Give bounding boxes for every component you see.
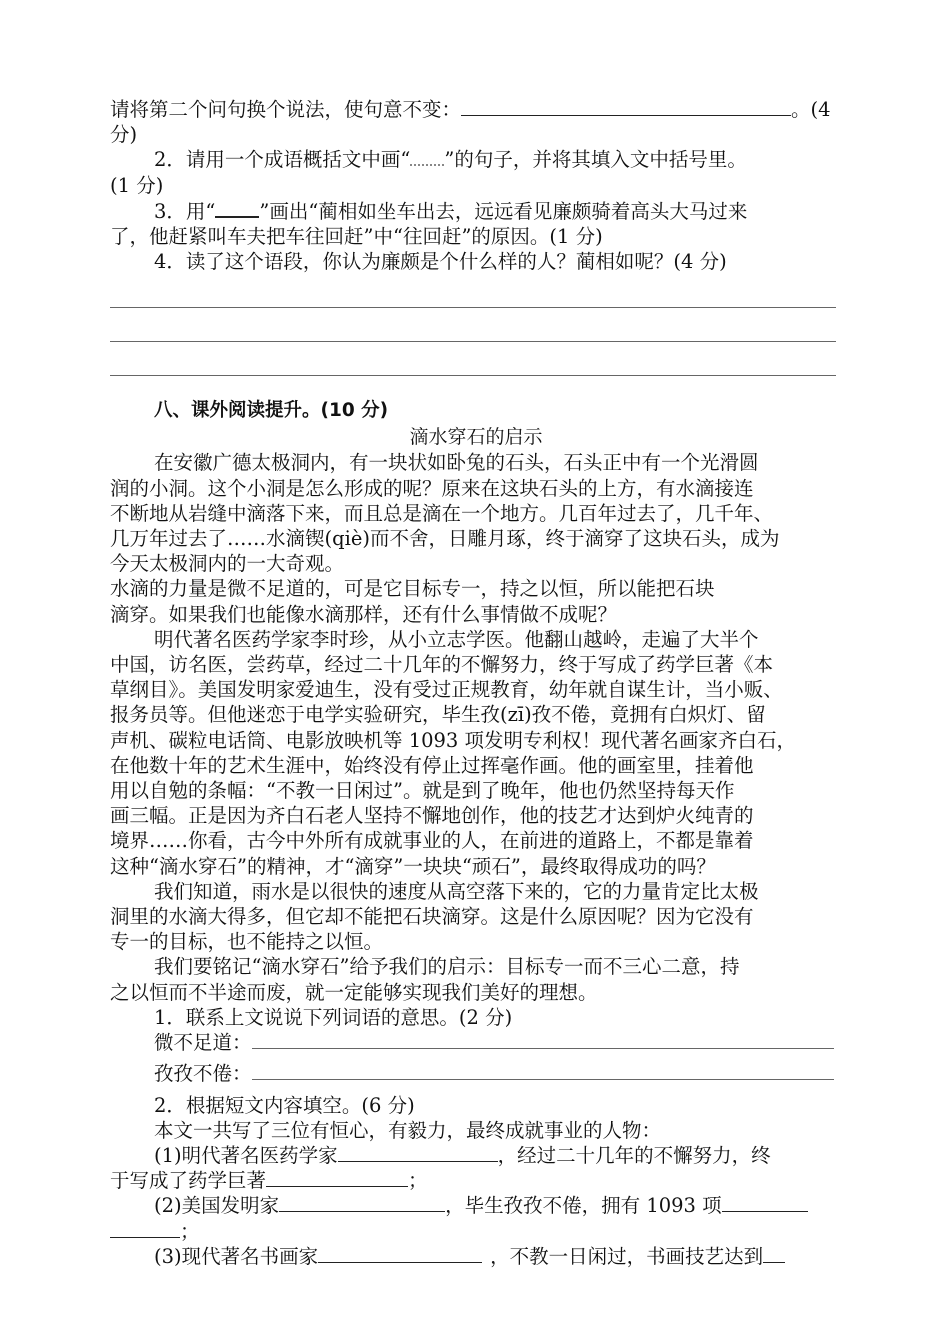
fill-blank[interactable] bbox=[279, 1193, 445, 1212]
fill-blank[interactable] bbox=[318, 1244, 482, 1263]
paragraph-line: 明代著名医药学家李时珍，从小立志学医。他翻山越岭，走遍了大半个 bbox=[154, 627, 759, 651]
term-label: 微不足道： bbox=[154, 1031, 252, 1055]
paragraph-line: 不断地从岩缝中滴落下来，而且总是滴在一个地方。几百年过去了，几千年、 bbox=[110, 501, 774, 525]
paragraph-line: 报务员等。但他迷恋于电学实验研究，毕生孜(zī)孜不倦，竟拥有白炽灯、留 bbox=[110, 703, 766, 727]
question-2 bbox=[110, 147, 842, 172]
question-text: 4．读了这个语段，你认为廉颇是个什么样的人？蔺相如呢？(4 分) bbox=[154, 250, 727, 274]
fill-blank[interactable] bbox=[266, 1168, 408, 1187]
question-text: ”画出“蔺相如坐车出去，远远看见廉颇骑着高头大马过来 bbox=[259, 199, 748, 223]
paragraph-line: 草纲目》。美国发明家爱迪生，没有受过正规教育，幼年就自谋生计，当小贩、 bbox=[110, 678, 783, 702]
paragraph-line: 今天太极洞内的一大奇观。 bbox=[110, 552, 345, 576]
paragraph-4 bbox=[110, 879, 842, 955]
underline-mark bbox=[215, 198, 259, 218]
paragraph-line: 声机、碳粒电话筒、电影放映机等 1093 项发明专利权！现代著名画家齐白石， bbox=[110, 728, 797, 752]
question-1-score bbox=[110, 122, 842, 147]
fill-text: ，经过二十几年的不懈努力，终 bbox=[497, 1143, 771, 1167]
paragraph-line: 水滴的力量是微不足道的，可是它目标专一，持之以恒，所以能把石块 bbox=[110, 577, 715, 601]
fill-item-3 bbox=[110, 1244, 842, 1269]
answer-line-3[interactable] bbox=[110, 342, 836, 376]
document-page bbox=[110, 97, 842, 1269]
paragraph-line: 我们要铭记“滴水穿石”给予我们的启示：目标专一而不三心二意，持 bbox=[154, 955, 740, 979]
question-text: 2．请用一个成语概括文中画“ bbox=[154, 148, 411, 172]
answer-blank[interactable] bbox=[461, 97, 791, 116]
answer-line-2[interactable] bbox=[110, 308, 836, 342]
article-title: 滴水穿石的启示 bbox=[409, 426, 543, 449]
reading-question-2: 2．根据短文内容填空。(6 分) bbox=[154, 1093, 415, 1117]
paragraph-line: 滴穿。如果我们也能像水滴那样，还有什么事情做不成呢？ bbox=[110, 602, 618, 626]
fill-blank[interactable] bbox=[763, 1244, 785, 1263]
term-label: 孜孜不倦： bbox=[154, 1062, 252, 1086]
wavy-underline-mark bbox=[410, 150, 444, 166]
fill-text: ，毕生孜孜不倦，拥有 1093 项 bbox=[445, 1194, 722, 1218]
paragraph-line: 用以自勉的条幅：“不教一日闲过”。就是到了晚年，他也仍然坚持每天作 bbox=[110, 779, 735, 803]
question-text: 了，他赶紧叫车夫把车往回赶”中“往回赶”的原因。(1 分) bbox=[110, 225, 603, 249]
question-text: 3．用“ bbox=[154, 199, 216, 223]
fill-text: 于写成了药学巨著 bbox=[110, 1169, 267, 1193]
fill-blank[interactable] bbox=[338, 1143, 498, 1162]
question-4 bbox=[110, 249, 842, 274]
paragraph-line: 几万年过去了……水滴锲(qiè)而不舍，日雕月琢，终于滴穿了这块石头，成为 bbox=[110, 527, 780, 551]
paragraph-line: 在他数十年的艺术生涯中，始终没有停止过挥毫作画。他的画室里，挂着他 bbox=[110, 753, 754, 777]
fill-blank[interactable] bbox=[110, 1219, 180, 1238]
question-3-continued bbox=[110, 224, 842, 249]
paragraph-line: 洞里的水滴大得多，但它却不能把石块滴穿。这是什么原因呢？因为它没有 bbox=[110, 905, 754, 929]
answer-line-1[interactable] bbox=[110, 274, 836, 308]
question-2-intro: 本文一共写了三位有恒心，有毅力，最终成就事业的人物： bbox=[154, 1118, 662, 1142]
paragraph-line: 专一的目标，也不能持之以恒。 bbox=[110, 930, 384, 954]
fill-blank[interactable] bbox=[722, 1193, 808, 1212]
term-answer-line[interactable] bbox=[252, 1030, 834, 1049]
paragraph-line: 在安徽广德太极洞内，有一块状如卧兔的石头，石头正中有一个光滑圆 bbox=[154, 451, 759, 475]
fill-text: (2)美国发明家 bbox=[154, 1194, 280, 1218]
paragraph-5 bbox=[110, 954, 842, 1004]
question-1-continuation bbox=[110, 97, 842, 122]
term-row-2 bbox=[110, 1061, 842, 1086]
paragraph-1 bbox=[110, 450, 842, 576]
question-3 bbox=[110, 198, 842, 224]
paragraph-line: 画三幅。正是因为齐白石老人坚持不懈地创作，他的技艺才达到炉火纯青的 bbox=[110, 804, 754, 828]
question-2-score bbox=[110, 173, 842, 198]
fill-text: (1)明代著名医药学家 bbox=[154, 1143, 338, 1167]
paragraph-line: 境界……你看，古今中外所有成就事业的人，在前进的道路上，不都是靠着 bbox=[110, 829, 754, 853]
term-row-1 bbox=[110, 1030, 842, 1055]
fill-text: ，不教一日闲过，书画技艺达到 bbox=[490, 1244, 764, 1268]
fill-text: (3)现代著名书画家 bbox=[154, 1244, 319, 1268]
paragraph-line: 中国，访名医，尝药草，经过二十几年的不懈努力，终于写成了药学巨著《本 bbox=[110, 653, 774, 677]
paragraph-2 bbox=[110, 576, 842, 626]
question-score: 分) bbox=[110, 123, 138, 147]
fill-item-1-continued bbox=[110, 1168, 842, 1193]
paragraph-line: 润的小洞。这个小洞是怎么形成的呢？原来在这块石头的上方，有水滴接连 bbox=[110, 476, 754, 500]
section-heading: 八、课外阅读提升。(10 分) bbox=[154, 400, 389, 422]
question-text: ”的句子，并将其填入文中括号里。 bbox=[444, 148, 747, 172]
paragraph-line: 我们知道，雨水是以很快的速度从高空落下来的，它的力量肯定比太极 bbox=[154, 879, 759, 903]
question-score: (1 分) bbox=[110, 173, 164, 197]
question-text: 请将第二个问句换个说法，使句意不变： bbox=[110, 98, 462, 121]
paragraph-line: 之以恒而不半途而废，就一定能够实现我们美好的理想。 bbox=[110, 980, 598, 1004]
paragraph-3 bbox=[110, 627, 842, 879]
paragraph-line: 这种“滴水穿石”的精神，才“滴穿”一块块“顽石”，最终取得成功的吗？ bbox=[110, 854, 716, 878]
fill-item-1 bbox=[110, 1143, 842, 1168]
fill-item-2-continued bbox=[110, 1219, 842, 1244]
reading-question-1: 1．联系上文说说下列词语的意思。(2 分) bbox=[154, 1005, 513, 1029]
fill-text: ； bbox=[180, 1219, 200, 1243]
fill-text: ； bbox=[408, 1169, 428, 1193]
term-answer-line[interactable] bbox=[252, 1061, 834, 1080]
fill-item-2 bbox=[110, 1193, 842, 1218]
question-score-start: 。(4 bbox=[791, 98, 831, 121]
